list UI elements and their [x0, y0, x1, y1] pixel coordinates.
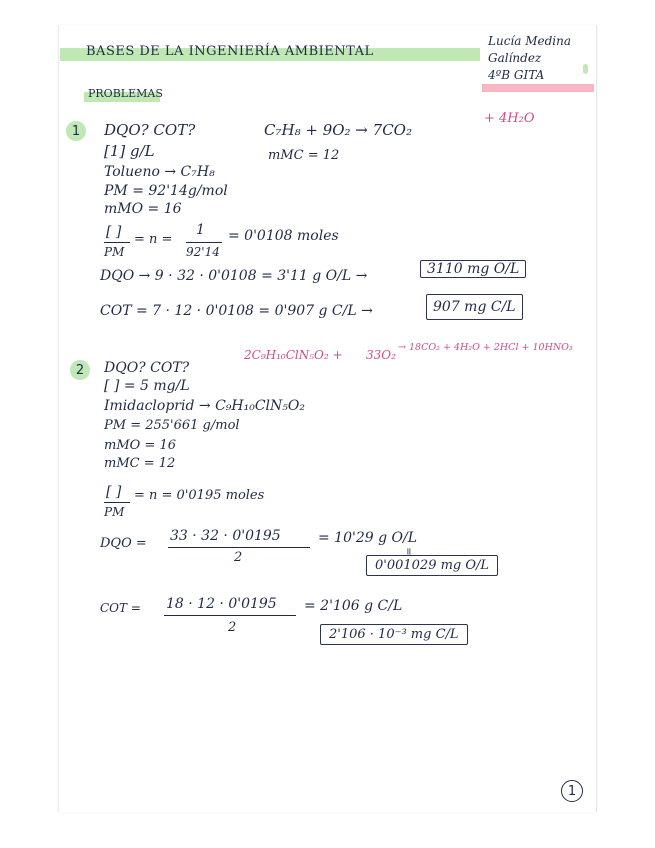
p2-frac-left-num: [ ]: [106, 484, 122, 500]
p2-frac-left-den: PM: [104, 505, 125, 519]
problem-1-number: 1: [66, 121, 86, 141]
p2-cot-numerator: 18 · 12 · 0'0195: [166, 596, 277, 612]
p1-dqo-result: 3110 mg O/L: [420, 260, 526, 278]
page-number: 1: [561, 780, 583, 802]
p2-reaction-c: → 18CO₂ + 4H₂O + 2HCl + 10HNO₃: [398, 342, 573, 353]
page-title: BASES DE LA INGENIERÍA AMBIENTAL: [86, 44, 374, 59]
author-line-1: Lucía Medina: [488, 34, 572, 48]
p1-reaction-water: + 4H₂O: [484, 111, 535, 126]
author-highlight: [482, 84, 594, 92]
p2-reaction-a: 2C₉H₁₀ClN₅O₂ +: [244, 348, 343, 362]
p1-compound: Tolueno → C₇H₈: [104, 164, 215, 180]
p2-cot-denominator: 2: [228, 620, 237, 635]
p1-frac-left-den: PM: [104, 245, 125, 259]
p1-concentration: [1] g/L: [104, 142, 155, 160]
p1-cot-result: 907 mg C/L: [426, 294, 523, 320]
p2-cot-frac-line: [164, 615, 296, 616]
p2-dqo-frac-line: [168, 547, 310, 548]
p1-frac-left-line: [104, 242, 130, 243]
p1-frac-num: 1: [196, 222, 205, 238]
p2-reaction-b: 33O₂: [366, 348, 396, 362]
p1-eq-n: = n =: [134, 232, 173, 247]
p1-mmc: mMC = 12: [268, 148, 340, 163]
p2-question: DQO? COT?: [104, 360, 190, 376]
p2-compound: Imidacloprid → C₉H₁₀ClN₅O₂: [104, 398, 305, 414]
p2-molar-mass: PM = 255'661 g/mol: [104, 418, 240, 433]
p1-frac-den: 92'14: [186, 245, 220, 259]
section-label: PROBLEMAS: [88, 87, 163, 100]
p2-cot-label: COT =: [100, 601, 141, 615]
problem-2-number: 2: [70, 360, 90, 380]
p1-moles: = 0'0108 moles: [228, 228, 339, 244]
p1-question: DQO? COT?: [104, 121, 196, 139]
margin-mark: [583, 64, 588, 74]
p2-dqo-result: 0'001029 mg O/L: [366, 555, 498, 576]
p1-mmo: mMO = 16: [104, 201, 182, 217]
p2-dqo-numerator: 33 · 32 · 0'0195: [170, 528, 281, 544]
p2-dqo-value: = 10'29 g O/L: [318, 530, 418, 546]
p2-cot-result: 2'106 · 10⁻³ mg C/L: [320, 624, 468, 645]
p1-dqo-calc: DQO → 9 · 32 · 0'0108 = 3'11 g O/L →: [100, 268, 368, 284]
p2-mmc: mMC = 12: [104, 456, 176, 471]
p2-dqo-denominator: 2: [234, 550, 243, 565]
author-line-2: Galíndez: [488, 51, 542, 65]
p1-cot-calc: COT = 7 · 12 · 0'0108 = 0'907 g C/L →: [100, 303, 373, 319]
p2-moles: = n = 0'0195 moles: [134, 488, 265, 503]
p2-concentration: [ ] = 5 mg/L: [104, 378, 190, 394]
author-line-3: 4ºB GITA: [488, 68, 545, 82]
p1-molar-mass: PM = 92'14g/mol: [104, 183, 228, 199]
p2-cot-value: = 2'106 g C/L: [304, 598, 403, 614]
p2-mmo: mMO = 16: [104, 438, 176, 453]
p1-reaction: C₇H₈ + 9O₂ → 7CO₂: [264, 121, 412, 139]
p2-dqo-equal: =: [402, 547, 414, 556]
p1-frac-line: [186, 242, 222, 243]
p2-frac-left-line: [104, 502, 130, 503]
p2-dqo-label: DQO =: [100, 536, 147, 551]
p1-frac-left-num: [ ]: [106, 224, 122, 240]
